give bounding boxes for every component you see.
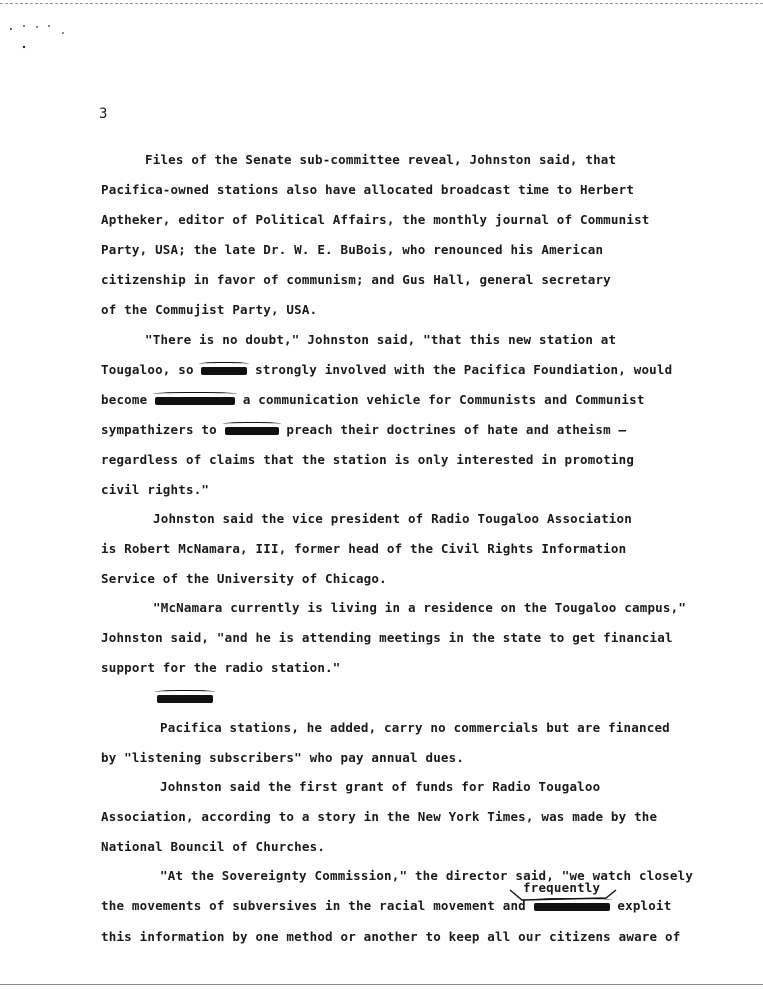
text-line: Johnston said, "and he is attending meetings in the state to get financial [101,630,673,645]
text-line: Johnston said the vice president of Radio Tougaloo Association [153,511,632,526]
text-line: is Robert McNamara, III, former head of the Civil Rights Information [101,541,627,556]
text-line: National Bouncil of Churches. [101,839,326,854]
text-segment: a communication vehicle for Communists and Communist [235,392,645,407]
text-line: Johnston said the first grant of funds for Radio Tougaloo [160,779,601,794]
text-line: of the Commujist Party, USA. [101,302,318,317]
page-top-edge [0,3,763,4]
page-number: 3 [99,106,108,122]
text-line: Pacifica stations, he added, carry no commercials but are financed [160,720,670,735]
text-line [157,690,213,706]
text-line: Association, according to a story in the New York Times, was made by the [101,809,658,824]
text-line [101,392,645,408]
text-segment: preach their doctrines of hate and atheism — [278,422,627,437]
text-line: Aptheker, editor of Political Affairs, the monthly journal of Communist [101,212,650,227]
page-bottom-edge [0,984,763,985]
text-line: Service of the University of Chicago. [101,571,387,586]
text-segment: sympathizers to [101,422,225,437]
text-line: Files of the Senate sub-committee reveal, Johnston said, that [145,152,617,167]
strikeout-mark [155,397,235,405]
text-line: "There is no doubt," Johnston said, "that this new station at [145,332,617,347]
text-line: Pacifica-owned stations also have allocated broadcast time to Herbert [101,182,635,197]
text-segment: the movements of subversives in the racial movement and [101,898,534,913]
text-line [101,898,671,914]
text-line: regardless of claims that the station is only interested in promoting [101,452,635,467]
text-line [101,422,626,438]
text-line: citizenship in favor of communism; and Gus Hall, general secretary [101,272,611,287]
text-line: civil rights." [101,482,210,497]
strikeout-mark [157,695,213,703]
text-line [101,362,672,378]
text-line: Party, USA; the late Dr. W. E. BuBois, who renounced his American [101,242,604,257]
text-segment: become [101,392,156,407]
strikeout-mark [201,367,247,375]
text-line: "McNamara currently is living in a residence on the Tougaloo campus," [153,600,687,615]
handwritten-insertion: frequently [523,880,601,895]
text-line: "At the Sovereignty Commission," the director said, "we watch closely [160,868,694,883]
text-line: by "listening subscribers" who pay annual dues. [101,750,465,765]
text-line: support for the radio station." [101,660,341,675]
scan-specks [8,22,78,52]
text-segment: strongly involved with the Pacifica Foundiation, would [247,362,673,377]
text-line: this information by one method or another to keep all our citizens aware of [101,929,681,944]
text-segment: exploit [609,898,672,913]
text-segment: Tougaloo, so [101,362,202,377]
strikeout-mark [534,903,610,911]
strikeout-mark [225,427,279,435]
